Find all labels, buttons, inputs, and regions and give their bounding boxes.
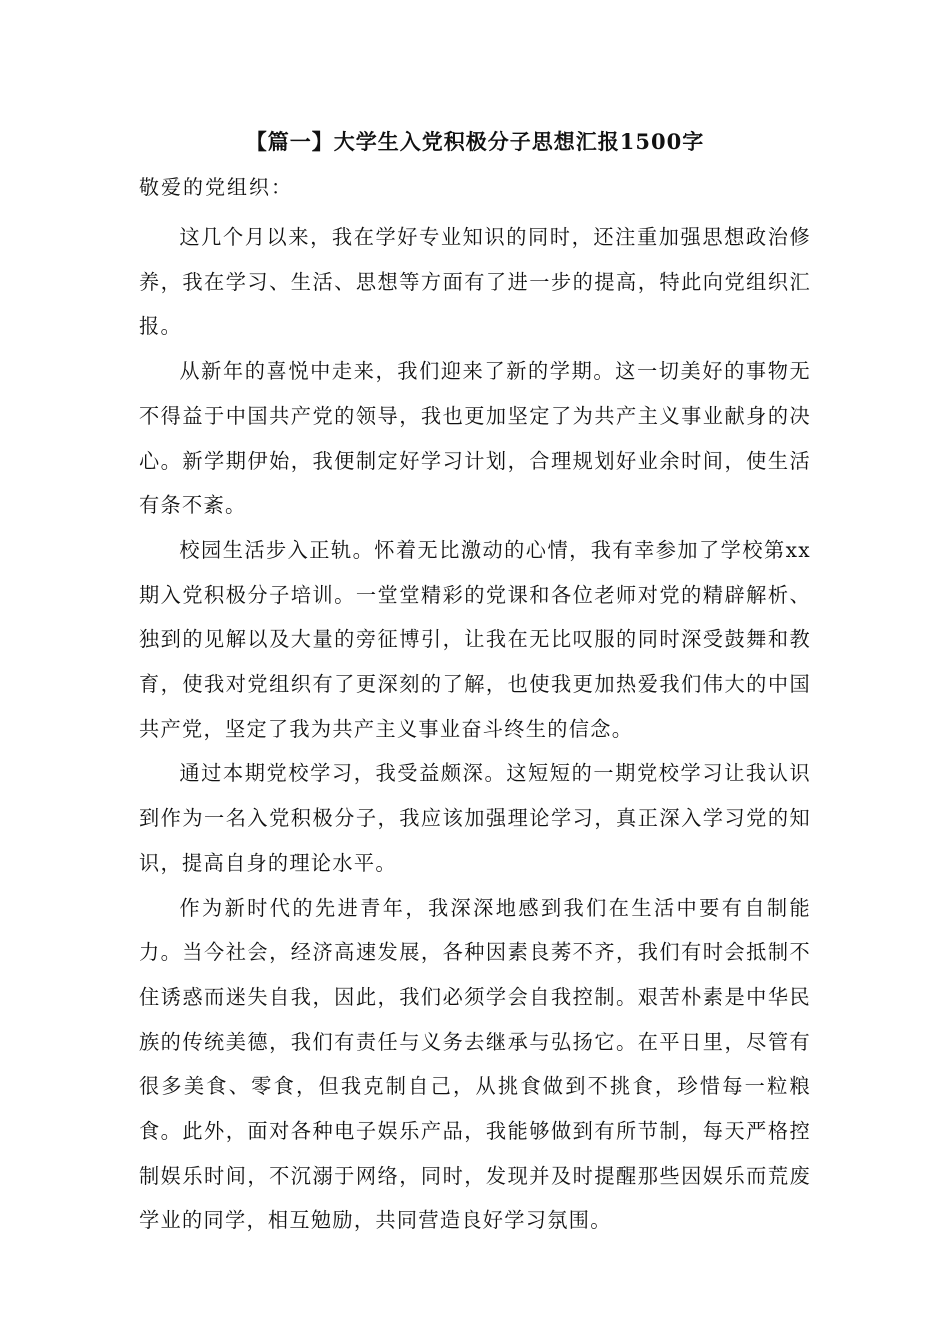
document-title: 【篇一】大学生入党积极分子思想汇报1500字: [245, 129, 705, 154]
document-body: [139, 215, 811, 1243]
paragraph: 从新年的喜悦中走来，我们迎来了新的学期。这一切美好的事物无不得益于中国共产党的领导，我也更加坚定了为共产主义事业献身的决心。新学期伊始，我便制定好学习计划，合理规划好业余时间，使生活有条不紊。: [139, 359, 811, 518]
paragraph: 校园生活步入正轨。怀着无比激动的心情，我有幸参加了学校第xx期入党积极分子培训。一堂堂精彩的党课和各位老师对党的精辟解析、独到的见解以及大量的旁征博引，让我在无比叹服的同时深受鼓舞和教育，使我对党组织有了更深刻的了解，也使我更加热爱我们伟大的中国共产党，坚定了我为共产主义事业奋斗终生的信念。: [139, 537, 811, 741]
paragraph: 作为新时代的先进青年，我深深地感到我们在生活中要有自制能力。当今社会，经济高速发展，各种因素良莠不齐，我们有时会抵制不住诱惑而迷失自我，因此，我们必须学会自我控制。艰苦朴素是中华民族的传统美德，我们有责任与义务去继承与弘扬它。在平日里，尽管有很多美食、零食，但我克制自己，从挑食做到不挑食，珍惜每一粒粮食。此外，面对各种电子娱乐产品，我能够做到有所节制，每天严格控制娱乐时间，不沉溺于网络，同时，发现并及时提醒那些因娱乐而荒废学业的同学，相互勉励，共同营造良好学习氛围。: [139, 895, 811, 1233]
paragraph: 通过本期党校学习，我受益颇深。这短短的一期党校学习让我认识到作为一名入党积极分子，我应该加强理论学习，真正深入学习党的知识，提高自身的理论水平。: [139, 761, 811, 875]
paragraph: 这几个月以来，我在学好专业知识的同时，还注重加强思想政治修养，我在学习、生活、思想等方面有了进一步的提高，特此向党组织汇报。: [139, 225, 811, 339]
salutation: 敬爱的党组织：: [139, 175, 293, 199]
